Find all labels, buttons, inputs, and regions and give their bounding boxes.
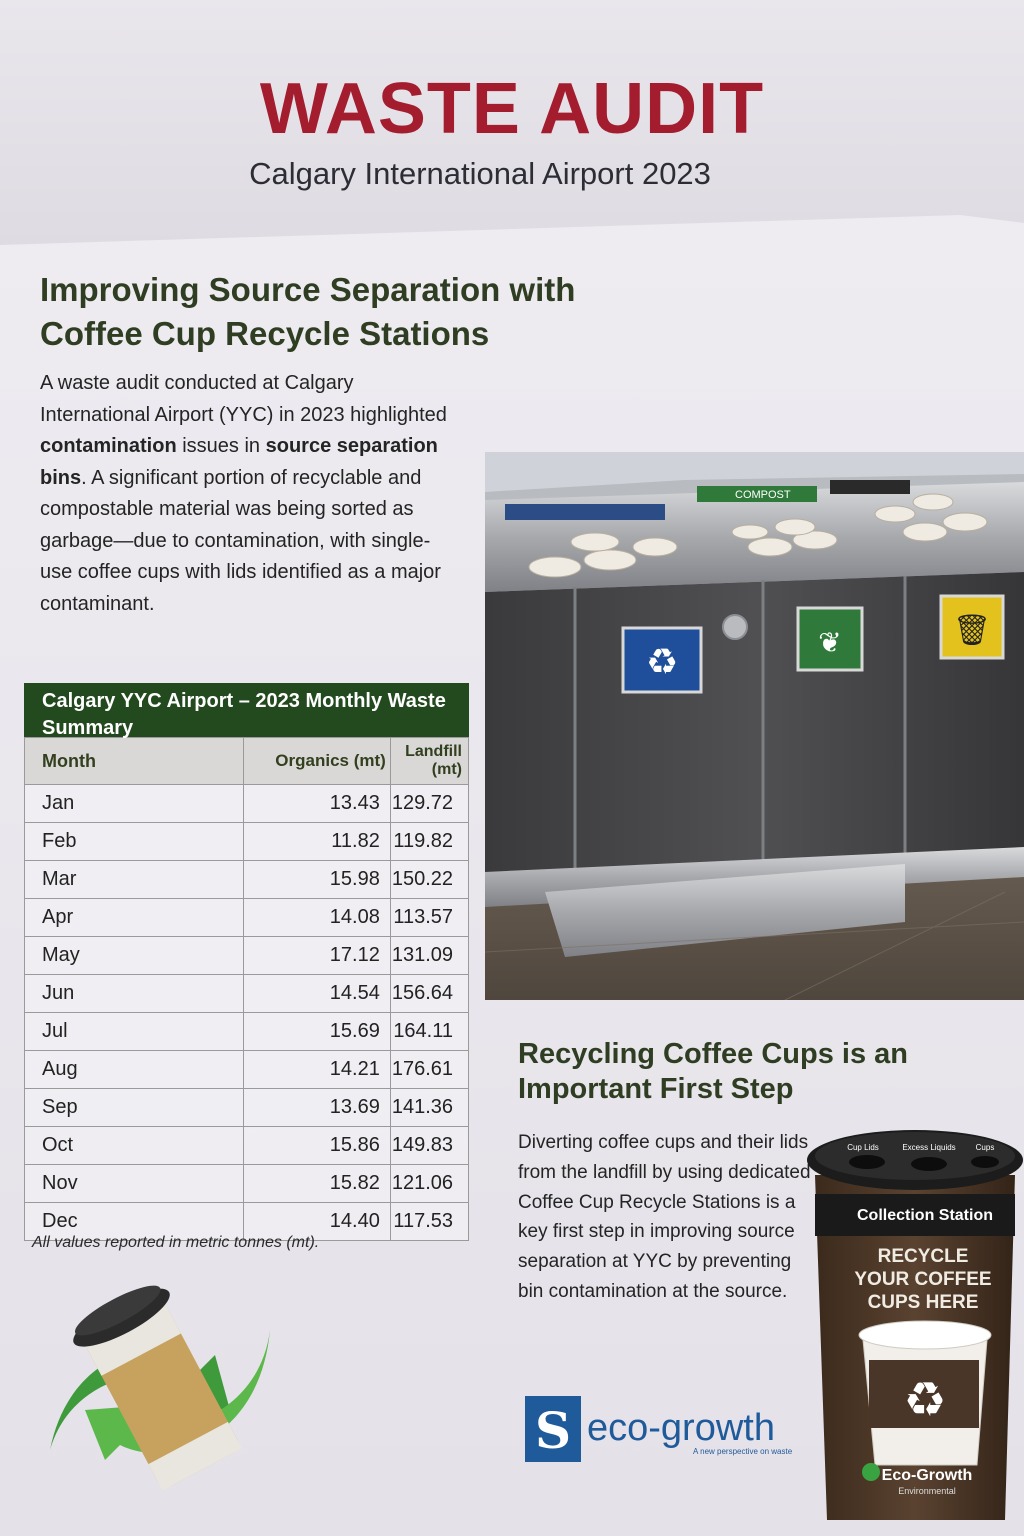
intro-text-2: issues in xyxy=(176,435,266,457)
table-row xyxy=(25,823,469,861)
recycling-bins-photo xyxy=(485,452,1024,1000)
cell-month: Sep xyxy=(25,1089,244,1127)
cell-organics: 11.82 xyxy=(244,823,390,861)
eco-growth-logo xyxy=(525,1392,795,1472)
cell-organics: 14.54 xyxy=(244,975,390,1013)
intro-text-3: . A significant portion of recyclable and compostable material was being sorted as garbage—due to contamination, with single-use coffee cups with lids identified as a major contaminant. xyxy=(40,466,441,615)
table-title: Calgary YYC Airport – 2023 Monthly Waste Summary xyxy=(24,683,469,737)
column-header-landfill: Landfill (mt) xyxy=(390,738,468,785)
recycle-icon: ♻ xyxy=(645,642,679,683)
station-line-3: CUPS HERE xyxy=(867,1292,979,1313)
cell-landfill: 150.22 xyxy=(390,861,468,899)
cell-landfill: 176.61 xyxy=(390,1051,468,1089)
cell-organics: 15.82 xyxy=(244,1165,390,1203)
slot-label-cup-lids: Cup Lids xyxy=(847,1143,879,1152)
trash-can-icon: 🗑 xyxy=(952,613,992,648)
cell-month: May xyxy=(25,937,244,975)
table-row xyxy=(25,1089,469,1127)
cell-organics: 14.40 xyxy=(244,1203,390,1241)
intro-bold-contamination: contamination xyxy=(40,435,177,457)
table-footnote: All values reported in metric tonnes (mt). xyxy=(32,1234,320,1251)
table-header-row xyxy=(25,738,469,785)
cell-organics: 17.12 xyxy=(244,937,390,975)
recycle-symbol-icon: ♻ xyxy=(903,1372,947,1428)
table-row xyxy=(25,975,469,1013)
recycle-label-strip xyxy=(505,504,665,520)
cell-organics: 15.86 xyxy=(244,1127,390,1165)
cell-organics: 15.98 xyxy=(244,861,390,899)
slot-label-excess-liquids: Excess Liquids xyxy=(902,1143,956,1152)
table-row xyxy=(25,861,469,899)
cell-organics: 15.69 xyxy=(244,1013,390,1051)
cell-landfill: 129.72 xyxy=(390,785,468,823)
eco-growth-tagline: A new perspective on waste xyxy=(693,1447,793,1456)
intro-paragraph xyxy=(40,368,460,620)
cell-month: Dec xyxy=(25,1203,244,1241)
section-heading-source-separation: Improving Source Separation with Coffee Cup Recycle Stations xyxy=(40,271,576,352)
cell-month: Oct xyxy=(25,1127,244,1165)
cell-organics: 14.21 xyxy=(244,1051,390,1089)
table-row xyxy=(25,1051,469,1089)
cell-month: Nov xyxy=(25,1165,244,1203)
cell-landfill: 149.83 xyxy=(390,1127,468,1165)
page-title: WASTE AUDIT xyxy=(259,69,765,149)
intro-bold-source-separation: source separation bins xyxy=(40,435,438,489)
cell-landfill: 117.53 xyxy=(390,1203,468,1241)
coffee-cup-recycle-illustration xyxy=(30,1270,290,1510)
station-line-2: YOUR COFFEE xyxy=(854,1269,992,1290)
cell-landfill: 164.11 xyxy=(390,1013,468,1051)
cell-landfill: 113.57 xyxy=(390,899,468,937)
eco-growth-leaf-icon xyxy=(862,1463,880,1481)
column-header-organics: Organics (mt) xyxy=(244,738,390,785)
section-heading-coffee-cups: Recycling Coffee Cups is an Important First Step xyxy=(518,1038,908,1105)
station-header-text: Collection Station xyxy=(857,1207,993,1224)
coffee-cup-paragraph: Diverting coffee cups and their lids from the landfill by using dedicated Coffee Cup Recycle Stations is a key first step in improving source separation at YYC by preventing bin contamination at the source. xyxy=(518,1132,811,1302)
station-brand-sub: Environmental xyxy=(898,1486,956,1496)
cell-landfill: 156.64 xyxy=(390,975,468,1013)
table-row xyxy=(25,1013,469,1051)
waste-summary-table-block xyxy=(24,683,469,1241)
plant-icon: ❦ xyxy=(818,626,842,659)
cell-month: Feb xyxy=(25,823,244,861)
cell-month: Jul xyxy=(25,1013,244,1051)
cell-month: Aug xyxy=(25,1051,244,1089)
cell-organics: 13.69 xyxy=(244,1089,390,1127)
cell-month: Jun xyxy=(25,975,244,1013)
cell-landfill: 131.09 xyxy=(390,937,468,975)
page-subtitle: Calgary International Airport 2023 xyxy=(249,156,711,191)
svg-text:S: S xyxy=(534,1401,572,1460)
table-row xyxy=(25,785,469,823)
compost-label-text: COMPOST xyxy=(735,489,791,501)
cell-landfill: 141.36 xyxy=(390,1089,468,1127)
coffee-cup-collection-station xyxy=(805,1120,1024,1536)
slot-label-cups: Cups xyxy=(975,1143,995,1152)
eco-growth-logo-text: eco-growth xyxy=(587,1407,775,1449)
cell-month: Apr xyxy=(25,899,244,937)
cell-landfill: 119.82 xyxy=(390,823,468,861)
table-row xyxy=(25,899,469,937)
waste-summary-table xyxy=(24,737,469,1241)
table-row xyxy=(25,937,469,975)
table-row xyxy=(25,1165,469,1203)
cell-organics: 13.43 xyxy=(244,785,390,823)
cell-month: Mar xyxy=(25,861,244,899)
column-header-month: Month xyxy=(25,738,244,785)
cell-month: Jan xyxy=(25,785,244,823)
cell-landfill: 121.06 xyxy=(390,1165,468,1203)
intro-text-1: A waste audit conducted at Calgary International Airport (YYC) in 2023 highlighted xyxy=(40,372,447,426)
table-row xyxy=(25,1127,469,1165)
cell-organics: 14.08 xyxy=(244,899,390,937)
station-brand: Eco-Growth xyxy=(881,1467,973,1484)
lock-knob xyxy=(723,615,747,639)
station-line-1: RECYCLE xyxy=(877,1246,969,1267)
